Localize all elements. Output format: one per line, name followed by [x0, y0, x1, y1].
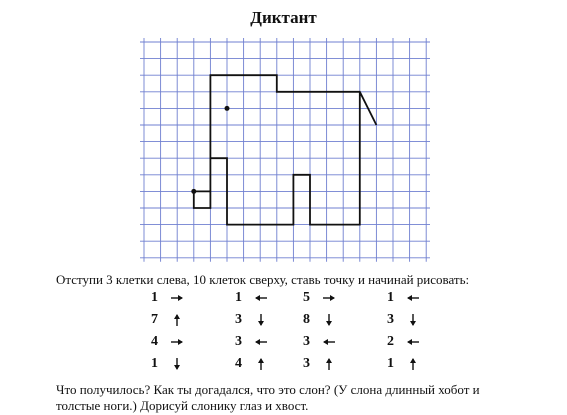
arrow-left-icon	[406, 291, 420, 305]
step-count: 1	[387, 290, 394, 305]
step-count: 1	[151, 356, 158, 371]
arrow-left-icon	[322, 335, 336, 349]
arrow-up-icon	[170, 313, 184, 327]
question-text: Что получилось? Как ты догадался, что это слон? (У слона длинный хобот и толстые ноги.) Дорисуй слонику глаз и хвост.	[56, 382, 480, 413]
step-count: 4	[235, 356, 242, 371]
arrow-down-icon	[254, 313, 268, 327]
arrow-right-icon	[322, 291, 336, 305]
instruction-text: Отступи 3 клетки слева, 10 клеток сверху, ставь точку и начинай рисовать:	[56, 272, 470, 287]
command-step	[232, 312, 268, 328]
command-step	[148, 290, 184, 306]
step-count: 8	[303, 312, 310, 327]
command-step	[148, 334, 184, 350]
command-step	[232, 334, 268, 350]
arrow-right-icon	[170, 291, 184, 305]
command-step	[300, 290, 336, 306]
graph-paper-grid	[140, 38, 430, 270]
start-point	[191, 189, 196, 194]
arrow-left-icon	[254, 291, 268, 305]
arrow-up-icon	[406, 357, 420, 371]
command-step	[384, 290, 420, 306]
arrow-down-icon	[322, 313, 336, 327]
command-step	[148, 356, 184, 372]
step-count: 1	[387, 356, 394, 371]
step-count: 5	[303, 290, 310, 305]
step-count: 3	[387, 312, 394, 327]
page-title: Диктант	[250, 8, 317, 27]
command-step	[384, 356, 420, 372]
eye-dot	[225, 106, 230, 111]
arrow-up-icon	[254, 357, 268, 371]
command-step	[300, 334, 336, 350]
step-count: 2	[387, 334, 394, 349]
command-step	[300, 312, 336, 328]
step-count: 4	[151, 334, 158, 349]
command-step	[300, 356, 336, 372]
elephant-outline	[194, 75, 377, 224]
step-count: 3	[235, 334, 242, 349]
command-step	[148, 312, 184, 328]
arrow-right-icon	[170, 335, 184, 349]
command-step	[232, 290, 268, 306]
command-step	[384, 312, 420, 328]
arrow-up-icon	[322, 357, 336, 371]
step-count: 3	[235, 312, 242, 327]
step-count: 3	[303, 356, 310, 371]
arrow-left-icon	[406, 335, 420, 349]
step-count: 1	[151, 290, 158, 305]
arrow-left-icon	[254, 335, 268, 349]
command-step	[232, 356, 268, 372]
arrow-down-icon	[406, 313, 420, 327]
command-step	[384, 334, 420, 350]
step-count: 3	[303, 334, 310, 349]
step-count: 7	[151, 312, 158, 327]
step-count: 1	[235, 290, 242, 305]
grid-figure	[140, 38, 430, 275]
arrow-down-icon	[170, 357, 184, 371]
